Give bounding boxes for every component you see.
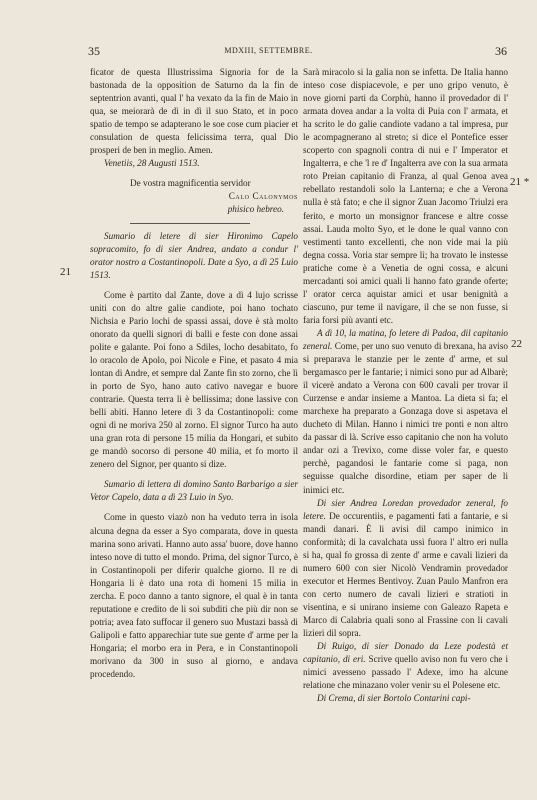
para4-lead: Di Ruigo, di sier Donado da Leze podestà et capitanio, di eri. xyxy=(303,641,508,665)
signer-title: phisico hebreo. xyxy=(227,204,284,215)
section-divider xyxy=(130,223,250,224)
margin-number-left: 21 xyxy=(60,266,71,278)
header-date: MDXIII, SETTEMBRE. xyxy=(224,46,313,55)
intro-paragraph: ficator de questa Illustrissima Signoria for de la bastonada de la opposition de Saturno da la fin de septentrion avanti, qual l' ha vexato da la fin de Maio in qua, se meiorarà de dì in dì il suo Stato, et in poco spatio de tempo se adapterano le soe cose cum piacier et consulation de questa felicissima terra, qual Dio prosperi de ben in meglio. Amen. xyxy=(90,67,298,156)
right-page-number: 36 xyxy=(495,44,507,58)
date-line: Venetiis, 28 Augusti 1513. xyxy=(104,158,200,169)
margin-number-right-22: 22 xyxy=(511,338,522,350)
margin-number-right-21: 21 * xyxy=(510,176,530,188)
left-page-number: 35 xyxy=(88,44,100,58)
para3-body: De occurentiis, e pagamenti fati a fantarie, e si mandi danari. È li avisi dil campo inimico in conformità; di la cavalchata ussì fuora l' altro eri nulla si ha, qual fo grossa di zente d' arme e cavali lizieri da numero 600 con sier Nicolò Vendramin provedador executor et Hermes Bentivoy. Zuan Paulo Manfron era con certo numero de cavali lizieri e stratioti in visentina, e si unirano insieme con Galeazo Rapeta e Marco di Calabria quali sono al Frassine con li cavali lizieri dil sopra. xyxy=(303,510,508,639)
left-column xyxy=(90,66,298,681)
right-column xyxy=(303,66,508,705)
section1-body: Come è partito dal Zante, dove a dì 4 lujo scrisse uniti con do altre galie candiote, poi hano tochato Nichsia e Pario lochi de spassi assai, dove è stà molto onorato da quelli signori di balli e feste con done assai polite e galante. Poi fono a Sdiles, locho desabitato, fo lo oracolo de Apolo, poi Nicole e Fine, et pasato 4 mia lontan di Andre, et sempre dal Zante fin sto zorno, che lì in porto de Syo, hano auto cativo navegar e buore contrarie. Questa terra li è bellissima; done lassive con belli abiti. Hanno letere di 3 da Costantinopoli: come ogni dì ne moriva 250 al zorno. El signor Turco ha auto una gran rota di persone 15 milia da Hongari, et subito ge mandò socorso di persone 40 milia, et fo morto il zenero del Signor, per quanto si dize. xyxy=(90,289,298,470)
running-header xyxy=(0,44,537,58)
para3-lead: Di sier Andrea Loredan provedador zeneral, fo letere. xyxy=(303,497,508,521)
section2-heading: Sumario di lettera di domino Santo Barbarigo a sier Vetor Capelo, data a dì 23 Luio in Syo. xyxy=(90,479,298,503)
closing-line: De vostra magnificentia servidor xyxy=(130,178,251,189)
right-para-5: Di Crema, di sier Bortolo Contarini capi- xyxy=(317,693,471,704)
para2-body: Come, per uno suo venuto di brexana, ha aviso si preparava le stanzie per le zente d' arme, et sul bergamasco per le fantarie; i nimici sono pur ad Albarè; il vicerè andato a Verona con 600 cavali per trovar il Curzense e andar insieme a Mantoa. La dieta si fa; el marchexe ha preparato a Gonzaga dove si aspetava el ducheto di Milan. Hanno i nimici tre ponti e non altro da passar di là. Scrive esso capitanio che non ha voluto andar ozi a Trevixo, come disse voler far, e questo perchè, pagandosi le fantarie come si paga, non seguisse qualche disordine, etiam per saper de li inimici etc. xyxy=(303,340,509,495)
section2-body: Come in questo viazò non ha veduto terra in isola alcuna degna da esser a Syo comparata, dove in questa marina sono arivati. Hanno auto assa' buore, dove hanno inteso nove di tutto el mondo. Prima, del signor Turco, è in Costantinopoli per diferir qualche giorno. Il re di Hongaria li è dato una rota di homeni 15 milia in zercha. E poco danno a tanto signore, el qual è in tanta reputatione e credito de li soi subditi che più dir non se potria; avea fato suffocar il genero suo Mustazi bassà di Galipoli e fatto apparechiar tute sue gente d' arme per la Hongaria; el morbo era in Pera, e in Constantinopoli morivano da 300 in suso al giorno, e andava procedendo. xyxy=(90,512,298,680)
section1-heading: Sumario di letere di sier Hironimo Capelo sopracomito, fo di sier Andrea, andato a condur l' orator nostro a Costantinopoli. Date a Syo, a dì 25 Luio 1513. xyxy=(90,230,298,280)
right-para-2 xyxy=(303,327,508,497)
para4-body: Scrive quello aviso non fu vero che i nimici avesseno passado l' Adexe, imo ha alcune relatione che minazano voler venir su el Polesene etc. xyxy=(303,654,509,691)
signer-name: Calo Calonymos xyxy=(228,191,298,202)
right-para-4 xyxy=(303,640,508,692)
right-para-1: Sarà miracolo si la galia non se infetta. De Italia hanno inteso cose dispiacevole, e per uno gripo venuto, è nove giorni parti da Corphù, hanno il provedador di l' armata dovea andar a la volta di Puia con l' armata, et ha scrito le do galie candiote vadano a tal impresa, pur le acompagnerano al streto; si dice el Pontefice esser scoperto con spagnoli contra di nui e l' Imperator et Ingalterra, e che 'l re d' Ingalterra ave con la sua armata roto Preian capitanio di Franza, al qual Genoa avea rebellato restandoli solo la Lanterna; e che a Verona nulla è stà fato; e che il signor Zuan Jacomo Triulzi era ferito, e morto un monsignor francese e altre cosse assai. Lauda molto Syo, et le done le qual vanno con vestimenti tanto excellenti, che non vide mai la più degna cossa. Voria star sempre lì; ha trovato le instesse pratiche come è a Venetia de ogni cossa, e alcuni mercadanti soi amici quali li hanno fato grande oferte; l' orator cerca aquistar amici et usar benignità a ciascuno, pur teme il navigare, il che se non fusse, si faria forsi più avanti etc. xyxy=(303,67,508,325)
para2-lead: A dì 10, la matina, fo letere di Padoa, dil capitanio zeneral. xyxy=(303,327,508,351)
right-para-3 xyxy=(303,497,508,641)
